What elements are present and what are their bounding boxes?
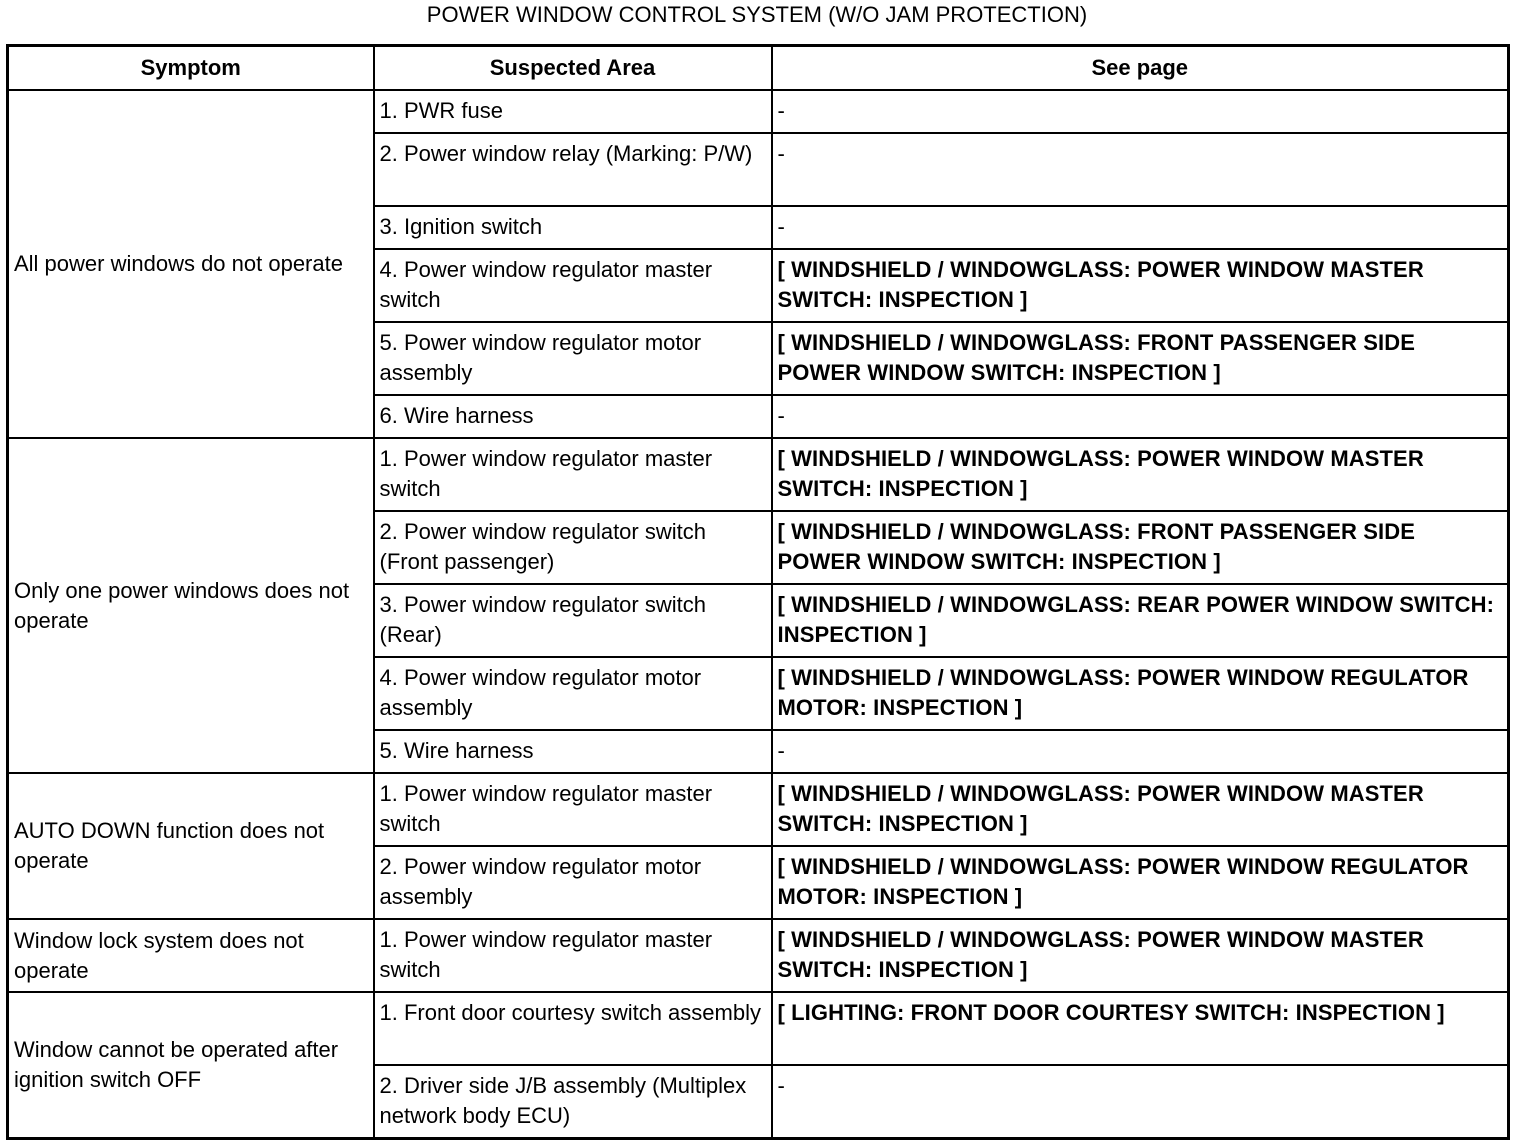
see-page-cell: - (772, 90, 1509, 133)
suspected-area-cell: 1. PWR fuse (374, 90, 772, 133)
suspected-area-cell: 2. Power window regulator motor assembly (374, 846, 772, 919)
suspected-area-cell: 1. Front door courtesy switch assembly (374, 992, 772, 1065)
symptom-table (6, 44, 1510, 1140)
see-page-link[interactable]: [ WINDSHIELD / WINDOWGLASS: FRONT PASSENGER SIDE POWER WINDOW SWITCH: INSPECTION ] (772, 322, 1509, 395)
see-page-link[interactable]: [ LIGHTING: FRONT DOOR COURTESY SWITCH: INSPECTION ] (772, 992, 1509, 1065)
table-row (8, 773, 1509, 846)
symptom-cell: Window cannot be operated after ignition switch OFF (8, 992, 374, 1139)
suspected-area-cell: 2. Driver side J/B assembly (Multiplex network body ECU) (374, 1065, 772, 1139)
page-title: POWER WINDOW CONTROL SYSTEM (W/O JAM PROTECTION) (426, 2, 1088, 27)
see-page-link[interactable]: [ WINDSHIELD / WINDOWGLASS: POWER WINDOW MASTER SWITCH: INSPECTION ] (772, 773, 1509, 846)
table-row (8, 919, 1509, 992)
see-page-link[interactable]: [ WINDSHIELD / WINDOWGLASS: POWER WINDOW REGULATOR MOTOR: INSPECTION ] (772, 657, 1509, 730)
see-page-cell: - (772, 133, 1509, 206)
suspected-area-cell: 2. Power window relay (Marking: P/W) (374, 133, 772, 206)
table-row (8, 992, 1509, 1065)
header-suspected-area: Suspected Area (374, 46, 772, 91)
suspected-area-cell: 3. Power window regulator switch (Rear) (374, 584, 772, 657)
header-see-page: See page (772, 46, 1509, 91)
suspected-area-cell: 5. Power window regulator motor assembly (374, 322, 772, 395)
see-page-cell: - (772, 730, 1509, 773)
suspected-area-cell: 4. Power window regulator motor assembly (374, 657, 772, 730)
see-page-link[interactable]: [ WINDSHIELD / WINDOWGLASS: POWER WINDOW MASTER SWITCH: INSPECTION ] (772, 919, 1509, 992)
suspected-area-cell: 2. Power window regulator switch (Front passenger) (374, 511, 772, 584)
suspected-area-cell: 1. Power window regulator master switch (374, 919, 772, 992)
suspected-area-cell: 1. Power window regulator master switch (374, 438, 772, 511)
table-header-row (8, 46, 1509, 91)
symptom-cell: Only one power windows does not operate (8, 438, 374, 773)
suspected-area-cell: 1. Power window regulator master switch (374, 773, 772, 846)
symptom-cell: Window lock system does not operate (8, 919, 374, 992)
suspected-area-cell: 3. Ignition switch (374, 206, 772, 249)
symptom-cell: AUTO DOWN function does not operate (8, 773, 374, 919)
see-page-link[interactable]: [ WINDSHIELD / WINDOWGLASS: POWER WINDOW MASTER SWITCH: INSPECTION ] (772, 438, 1509, 511)
symptom-cell: All power windows do not operate (8, 90, 374, 438)
see-page-cell: - (772, 395, 1509, 438)
see-page-cell: - (772, 1065, 1509, 1139)
table-row (8, 90, 1509, 133)
header-symptom: Symptom (8, 46, 374, 91)
suspected-area-cell: 6. Wire harness (374, 395, 772, 438)
see-page-link[interactable]: [ WINDSHIELD / WINDOWGLASS: POWER WINDOW REGULATOR MOTOR: INSPECTION ] (772, 846, 1509, 919)
table-row (8, 438, 1509, 511)
see-page-link[interactable]: [ WINDSHIELD / WINDOWGLASS: POWER WINDOW MASTER SWITCH: INSPECTION ] (772, 249, 1509, 322)
see-page-link[interactable]: [ WINDSHIELD / WINDOWGLASS: FRONT PASSENGER SIDE POWER WINDOW SWITCH: INSPECTION ] (772, 511, 1509, 584)
see-page-link[interactable]: [ WINDSHIELD / WINDOWGLASS: REAR POWER WINDOW SWITCH: INSPECTION ] (772, 584, 1509, 657)
see-page-cell: - (772, 206, 1509, 249)
suspected-area-cell: 5. Wire harness (374, 730, 772, 773)
suspected-area-cell: 4. Power window regulator master switch (374, 249, 772, 322)
